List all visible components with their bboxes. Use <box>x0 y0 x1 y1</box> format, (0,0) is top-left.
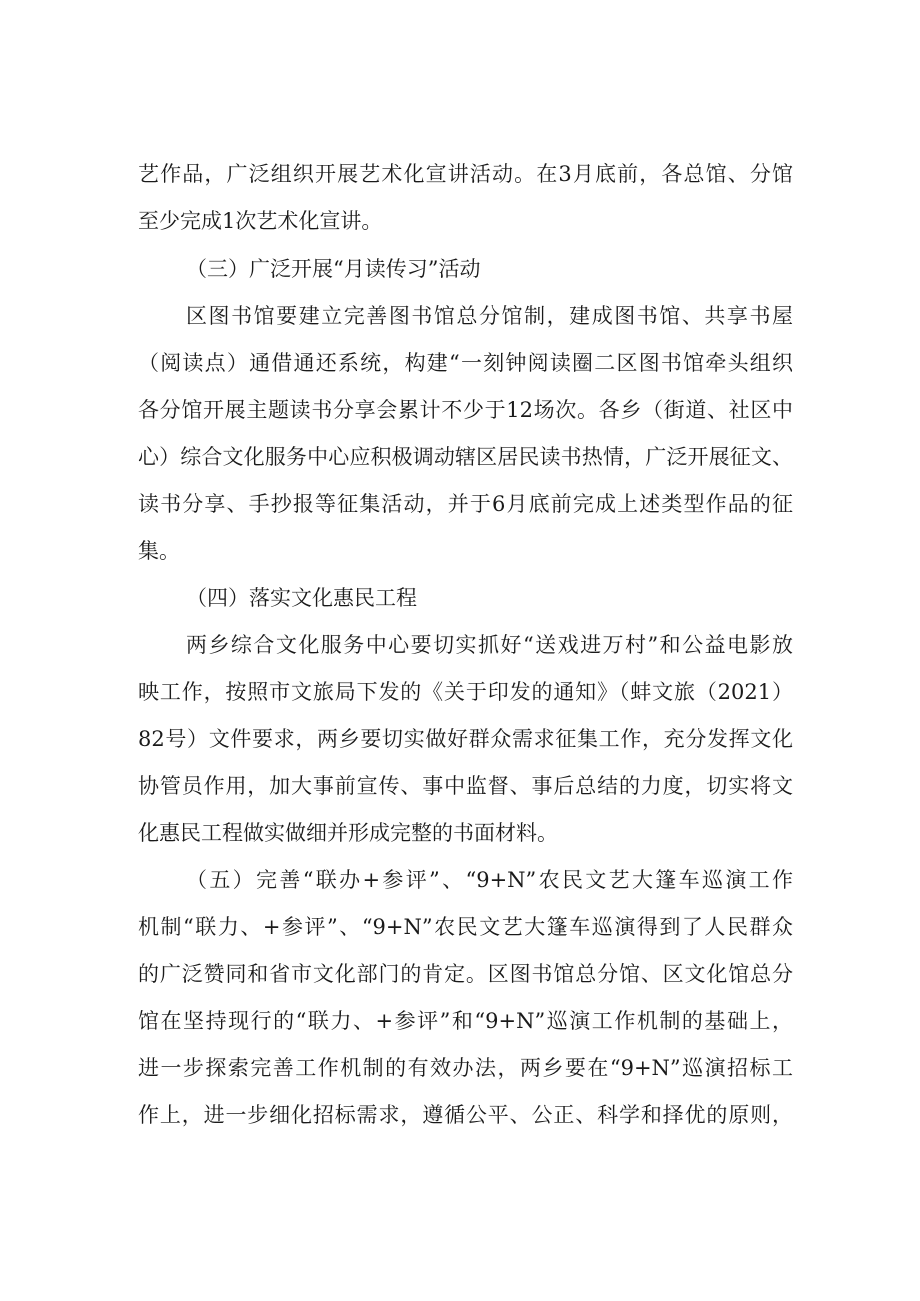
body-text-line: 作上，进一步细化招标需求，遵循公平、公正、科学和择优的原则， <box>138 1103 793 1127</box>
body-text-line: 协管员作用，加大事前宣传、事中监督、事后总结的力度，切实将文 <box>138 774 793 798</box>
body-text-line: 82号）文件要求，两乡要切实做好群众需求征集工作，充分发挥文化 <box>138 727 793 751</box>
body-text-line: （阅读点）通借通还系统，构建“一刻钟阅读圈二区图书馆牵头组织 <box>138 351 793 375</box>
body-text-line: 映工作，按照市文旅局下发的《关于印发的通知》（蚌文旅（2021） <box>138 680 793 704</box>
body-text-line: 集。 <box>138 539 180 563</box>
body-text-line: 进一步探索完善工作机制的有效办法，两乡要在“9+N”巡演招标工 <box>138 1056 793 1080</box>
body-text-line: 两乡综合文化服务中心要切实抓好“送戏进万村”和公益电影放 <box>186 633 793 657</box>
body-text-line: 机制“联力、+参评”、“9+N”农民文艺大篷车巡演得到了人民群众 <box>138 915 793 939</box>
body-text-line: 艺作品，广泛组织开展艺术化宣讲活动。在3月底前，各总馆、分馆 <box>138 162 793 186</box>
body-text-line: 各分馆开展主题读书分享会累计不少于12场次。各乡（街道、社区中 <box>138 398 793 422</box>
body-text-line: 至少完成1次艺术化宣讲。 <box>138 209 383 233</box>
section-heading-5: （五）完善“联办+参评”、“9+N”农民文艺大篷车巡演工作 <box>186 868 793 892</box>
body-text-line: 化惠民工程做实做细并形成完整的书面材料。 <box>138 821 558 845</box>
body-text-line: 的广泛赞同和省市文化部门的肯定。区图书馆总分馆、区文化馆总分 <box>138 962 793 986</box>
body-text-line: 区图书馆要建立完善图书馆总分馆制，建成图书馆、共享书屋 <box>186 304 793 328</box>
body-text-line: 心）综合文化服务中心应积极调动辖区居民读书热情，广泛开展征文、 <box>138 445 793 469</box>
body-text-line: 馆在坚持现行的“联力、+参评”和“9+N”巡演工作机制的基础上， <box>138 1009 793 1033</box>
section-heading-4: （四）落实文化惠民工程 <box>186 586 417 610</box>
body-text-line: 读书分享、手抄报等征集活动，并于6月底前完成上述类型作品的征 <box>138 492 793 516</box>
section-heading-3: （三）广泛开展“月读传习”活动 <box>186 257 481 281</box>
